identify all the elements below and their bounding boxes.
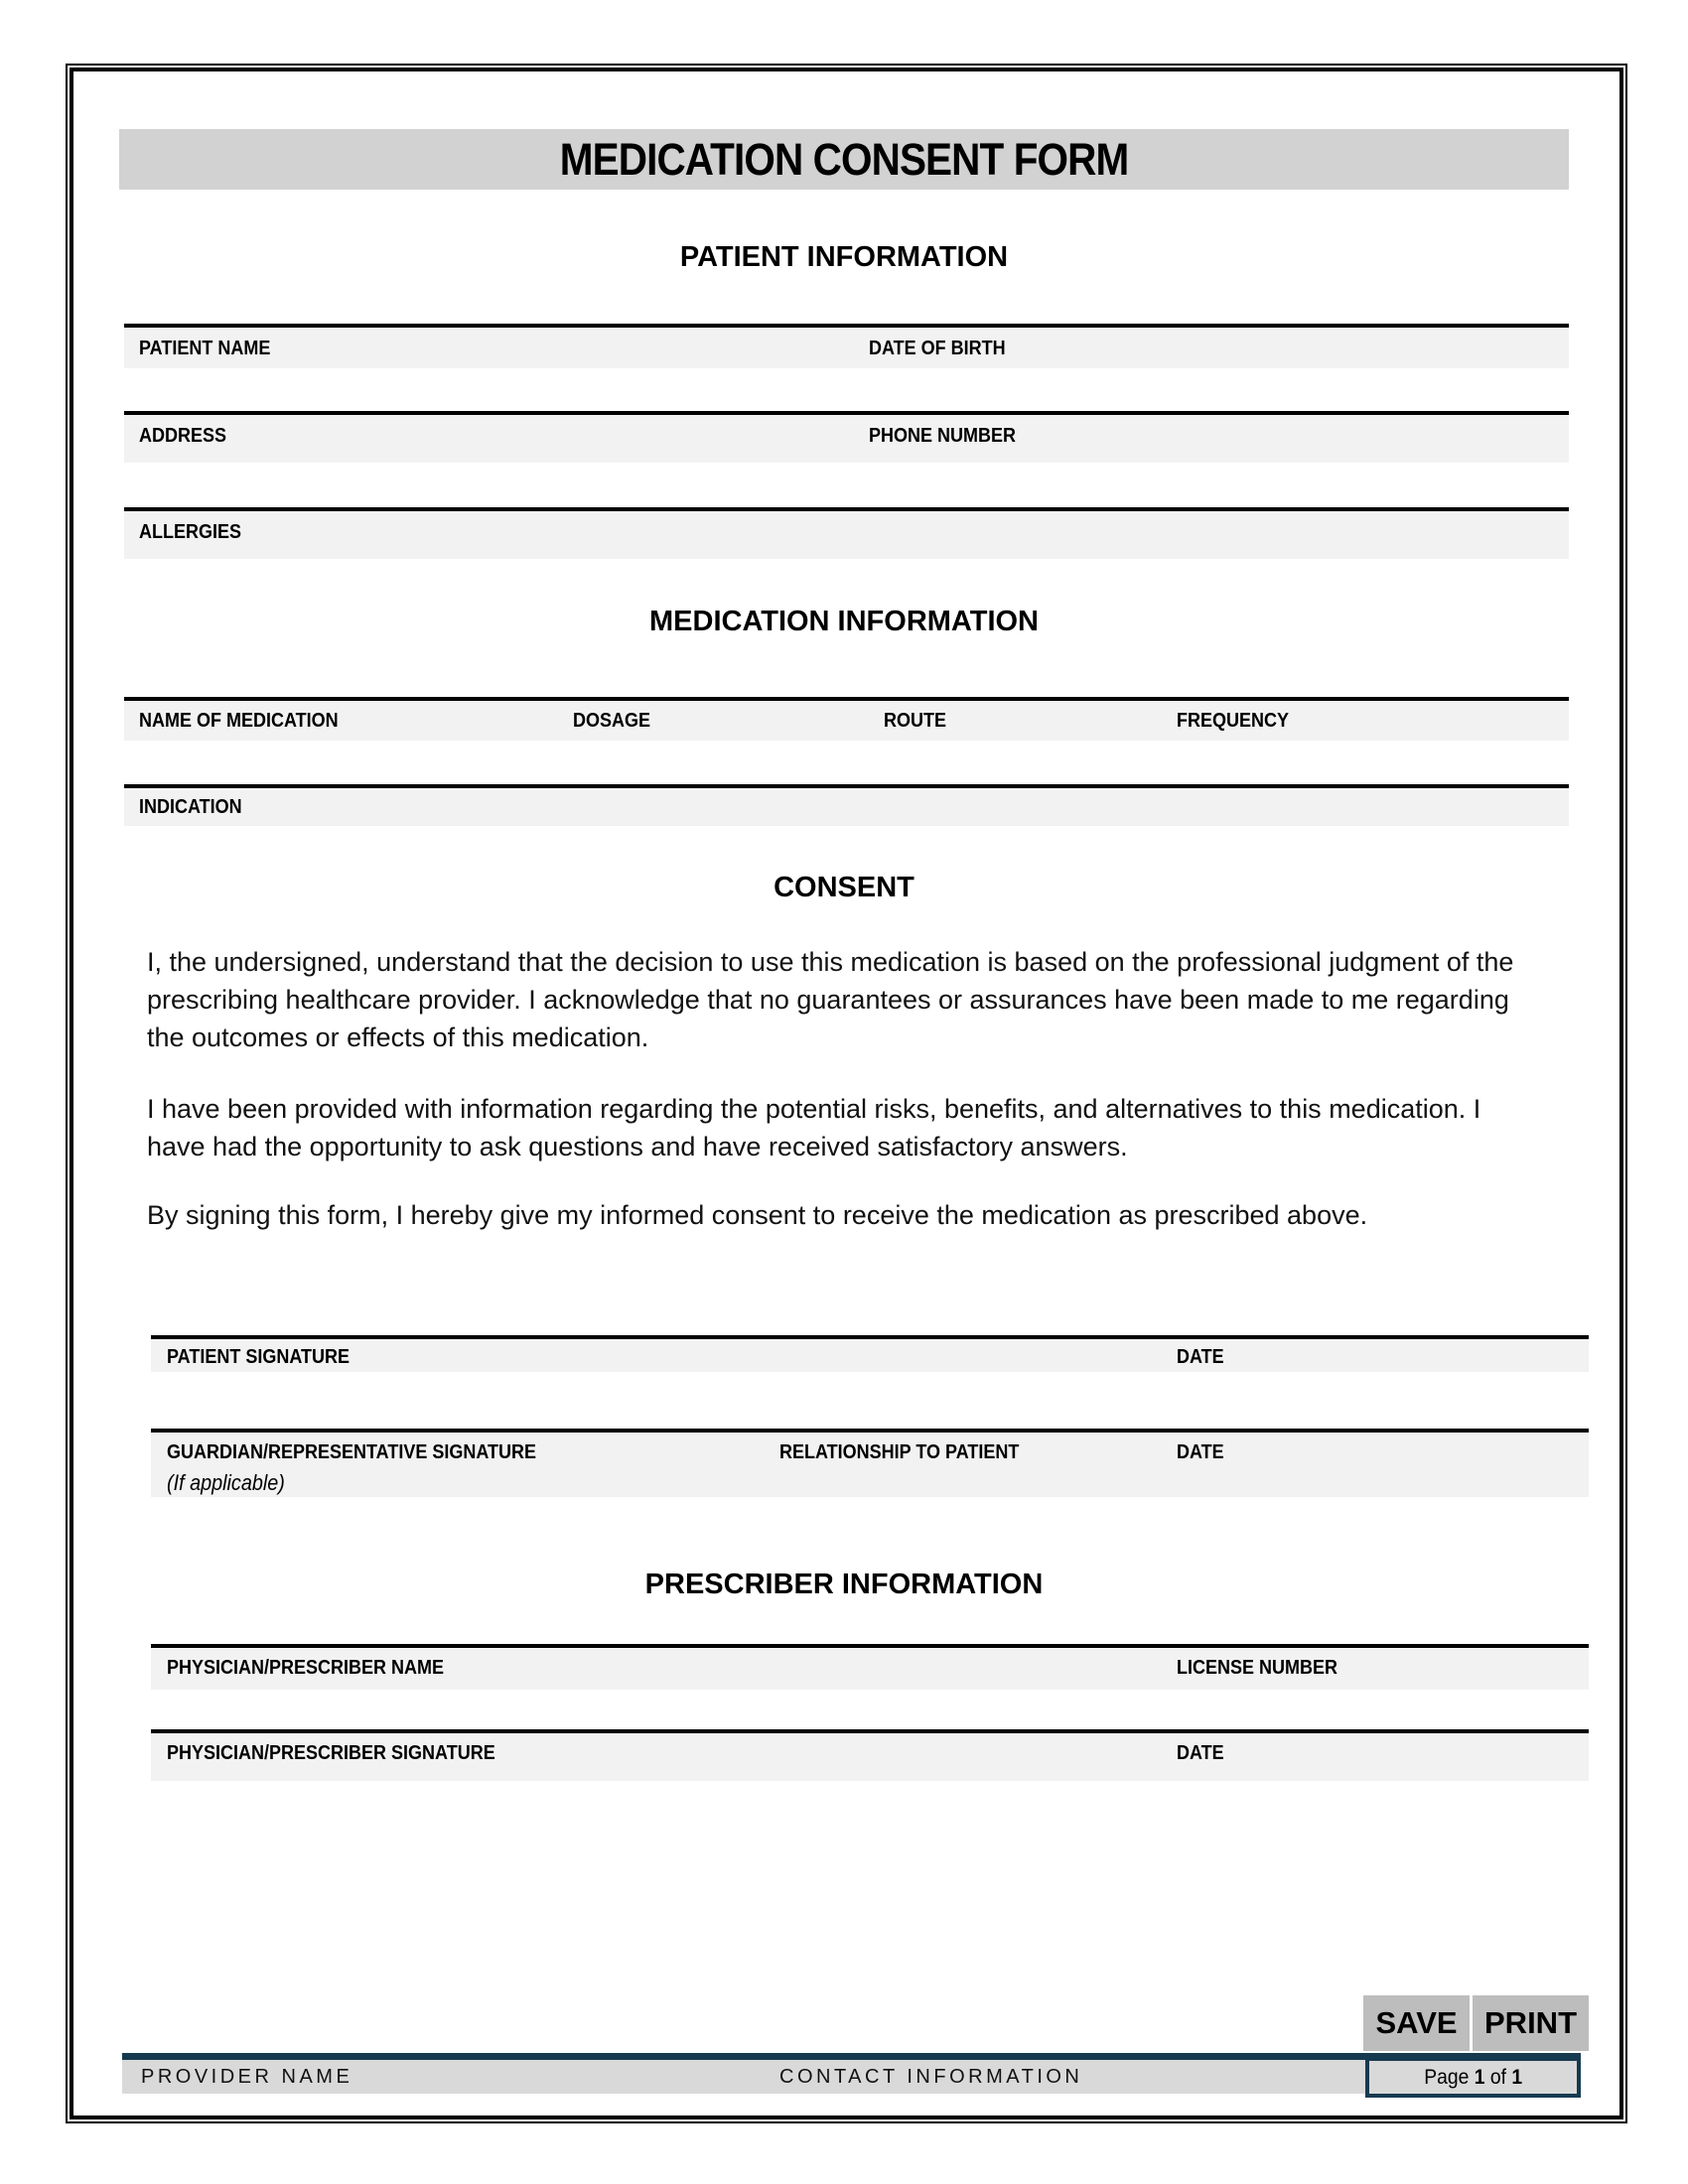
page-total: 1 — [1511, 2065, 1522, 2089]
page-number-indicator — [1365, 2057, 1581, 2098]
save-button-label: SAVE — [1375, 2005, 1458, 2040]
allergies-field-row[interactable] — [124, 507, 1569, 559]
prescriber-information-heading: PRESCRIBER INFORMATION — [644, 1569, 1044, 1600]
page-of-label: of — [1489, 2065, 1506, 2089]
allergies-label: ALLERGIES — [139, 521, 242, 543]
page-current: 1 — [1474, 2065, 1485, 2089]
provider-name-label: PROVIDER NAME — [141, 2066, 353, 2088]
physician-date-label: DATE — [1177, 1742, 1224, 1764]
indication-field-row[interactable] — [124, 784, 1569, 826]
form-title: MEDICATION CONSENT FORM — [559, 133, 1129, 185]
guardian-signature-field-row[interactable] — [151, 1429, 1589, 1497]
print-button-label: PRINT — [1484, 2005, 1577, 2040]
form-title-banner — [119, 129, 1569, 190]
consent-paragraph-2: I have been provided with information regarding the potential risks, benefits, and alternatives to this medication. I have had the opportunity to ask questions and have received satisfactory answers. — [147, 1094, 1481, 1161]
medication-information-heading: MEDICATION INFORMATION — [649, 606, 1039, 637]
footer-accent-bar — [122, 2053, 1581, 2060]
patient-signature-label: PATIENT SIGNATURE — [167, 1346, 351, 1368]
phone-number-label: PHONE NUMBER — [869, 425, 1017, 447]
patient-signature-field-row[interactable] — [151, 1335, 1589, 1372]
consent-heading: CONSENT — [774, 872, 914, 903]
date-of-birth-label: DATE OF BIRTH — [869, 338, 1006, 359]
address-label: ADDRESS — [139, 425, 227, 447]
patient-name-dob-field-row[interactable] — [124, 324, 1569, 368]
patient-information-heading: PATIENT INFORMATION — [679, 241, 1009, 273]
patient-name-label: PATIENT NAME — [139, 338, 271, 359]
name-of-medication-label: NAME OF MEDICATION — [139, 710, 339, 732]
patient-signature-date-label: DATE — [1177, 1346, 1224, 1368]
print-button[interactable] — [1473, 1995, 1589, 2051]
consent-paragraph-3: By signing this form, I hereby give my informed consent to receive the medication as prescribed above. — [147, 1200, 1368, 1230]
consent-paragraph-1: I, the undersigned, understand that the decision to use this medication is based on the professional judgment of the prescribing healthcare provider. I acknowledge that no guarantees or assurances have been made to me regarding the outcomes or effects of this medication. — [147, 947, 1514, 1052]
relationship-to-patient-label: RELATIONSHIP TO PATIENT — [779, 1441, 1020, 1463]
route-label: ROUTE — [884, 710, 946, 732]
if-applicable-note: (If applicable) — [167, 1470, 285, 1495]
address-phone-field-row[interactable] — [124, 411, 1569, 463]
page-label: Page — [1424, 2065, 1470, 2089]
guardian-signature-label: GUARDIAN/REPRESENTATIVE SIGNATURE — [167, 1441, 537, 1463]
physician-name-field-row[interactable] — [151, 1644, 1589, 1690]
footer-bar — [122, 2060, 1581, 2094]
medication-details-field-row[interactable] — [124, 697, 1569, 741]
dosage-label: DOSAGE — [573, 710, 651, 732]
physician-signature-label: PHYSICIAN/PRESCRIBER SIGNATURE — [167, 1742, 495, 1764]
physician-signature-field-row[interactable] — [151, 1729, 1589, 1781]
license-number-label: LICENSE NUMBER — [1177, 1657, 1338, 1679]
guardian-date-label: DATE — [1177, 1441, 1224, 1463]
contact-information-label: CONTACT INFORMATION — [779, 2066, 1083, 2088]
indication-label: INDICATION — [139, 796, 242, 818]
physician-name-label: PHYSICIAN/PRESCRIBER NAME — [167, 1657, 445, 1679]
save-button[interactable] — [1363, 1995, 1470, 2051]
frequency-label: FREQUENCY — [1177, 710, 1290, 732]
